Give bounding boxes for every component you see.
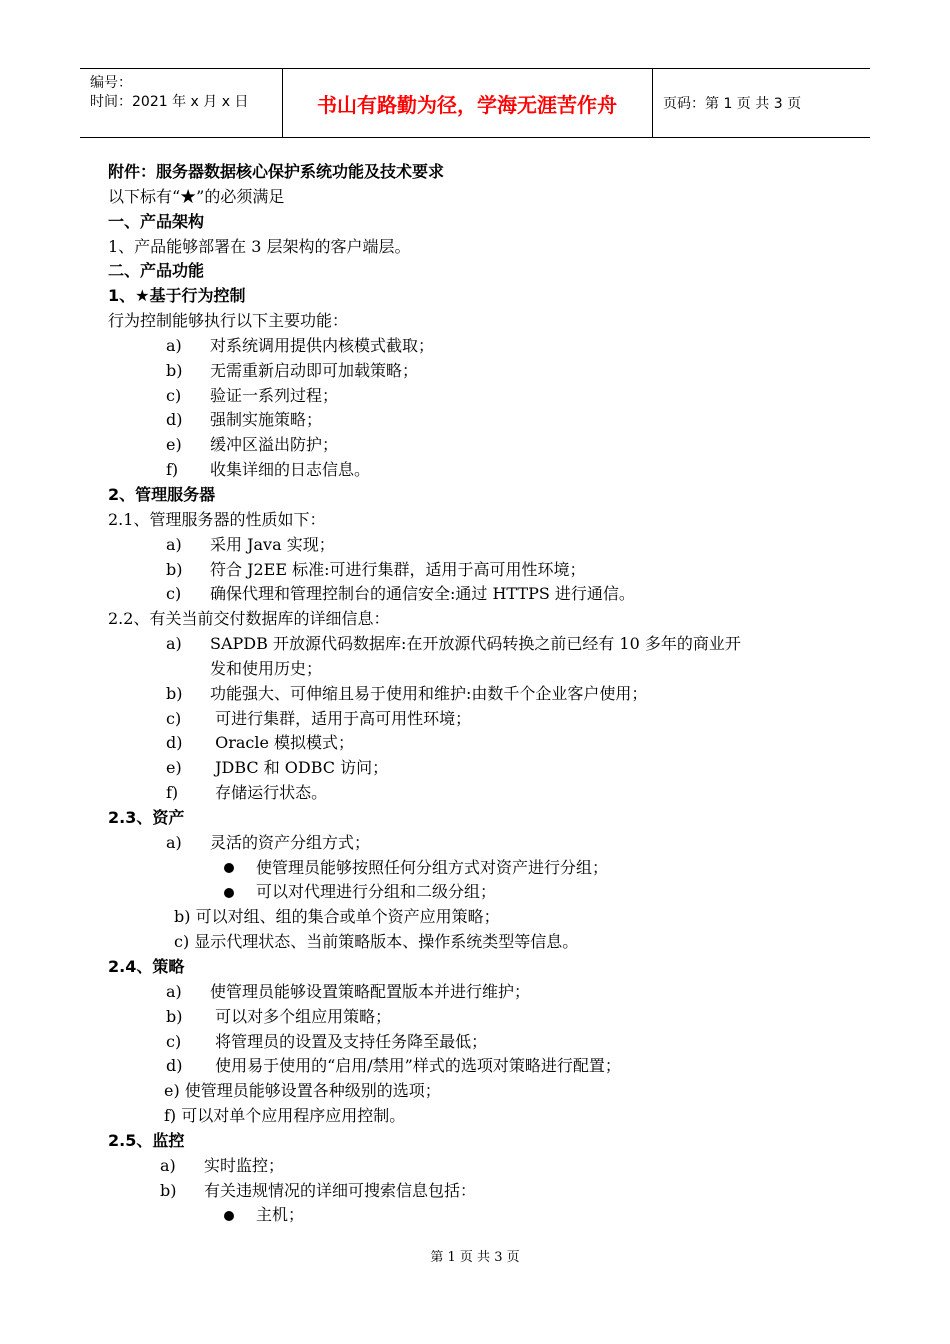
section-heading bbox=[108, 806, 848, 831]
list-marker: a) bbox=[160, 1155, 176, 1175]
list-item-text: e) 使管理员能够设置各种级别的选项； bbox=[164, 1081, 441, 1101]
list-item-text: 无需重新启动即可加载策略； bbox=[210, 360, 419, 380]
bullet-item bbox=[108, 1203, 848, 1228]
list-item-text: 有关违规情况的详细可搜索信息包括： bbox=[204, 1180, 477, 1200]
list-item bbox=[108, 408, 848, 433]
list-marker: b) bbox=[166, 1006, 183, 1026]
header-motto: 书山有路勤为径，学海无涯苦作舟 bbox=[282, 69, 653, 137]
list-item bbox=[108, 980, 848, 1005]
document-number: 编号： bbox=[90, 75, 132, 91]
list-item bbox=[108, 905, 848, 930]
list-item bbox=[108, 930, 848, 955]
bullet-text: 可以对代理进行分组和二级分组； bbox=[256, 882, 497, 902]
header-page-number: 页码：第 1 页 共 3 页 bbox=[663, 96, 802, 112]
list-item bbox=[108, 334, 848, 359]
page-header bbox=[80, 68, 870, 138]
paragraph-text: 2.1、管理服务器的性质如下： bbox=[108, 509, 326, 529]
list-item bbox=[108, 731, 848, 756]
list-item bbox=[108, 458, 848, 483]
list-marker: b) bbox=[166, 360, 183, 380]
paragraph bbox=[108, 607, 848, 632]
bullet-item bbox=[108, 856, 848, 881]
document-body bbox=[108, 160, 848, 1228]
list-item bbox=[108, 558, 848, 583]
list-marker: c) bbox=[166, 385, 182, 405]
list-item-text: 可以对多个组应用策略； bbox=[210, 1006, 392, 1026]
list-marker: a) bbox=[166, 534, 182, 554]
list-item bbox=[108, 632, 848, 657]
list-item-text: 符合 J2EE 标准:可进行集群，适用于高可用性环境； bbox=[210, 559, 586, 579]
heading-text: 2.5、监控 bbox=[108, 1130, 185, 1150]
list-item-text: f) 可以对单个应用程序应用控制。 bbox=[164, 1106, 406, 1126]
list-item-text: 强制实施策略； bbox=[210, 410, 323, 430]
list-item-text: 缓冲区溢出防护； bbox=[210, 435, 339, 455]
bullet-dot-icon bbox=[224, 888, 234, 898]
list-item-text: Oracle 模拟模式； bbox=[210, 733, 355, 753]
heading-text: 附件：服务器数据核心保护系统功能及技术要求 bbox=[108, 162, 445, 181]
paragraph bbox=[108, 508, 848, 533]
paragraph-text: 2.2、有关当前交付数据库的详细信息： bbox=[108, 609, 390, 629]
section-heading bbox=[108, 955, 848, 980]
list-item bbox=[108, 433, 848, 458]
list-marker: a) bbox=[166, 832, 182, 852]
bullet-dot-icon bbox=[224, 863, 234, 873]
list-item-text: JDBC 和 ODBC 访问； bbox=[210, 758, 389, 778]
list-marker: a) bbox=[166, 634, 182, 654]
list-item-text: 对系统调用提供内核模式截取； bbox=[210, 335, 435, 355]
list-item-text: 使管理员能够设置策略配置版本并进行维护； bbox=[210, 981, 531, 1001]
list-item-text: 功能强大、可伸缩且易于使用和维护:由数千个企业客户使用； bbox=[210, 683, 648, 703]
paragraph bbox=[108, 185, 848, 210]
list-item bbox=[108, 1079, 848, 1104]
list-item bbox=[108, 1154, 848, 1179]
list-item bbox=[108, 1030, 848, 1055]
list-marker: b) bbox=[166, 559, 183, 579]
list-item-text: 发和使用历史； bbox=[210, 658, 323, 678]
list-item bbox=[108, 1179, 848, 1204]
list-item bbox=[108, 707, 848, 732]
bullet-text: 主机； bbox=[256, 1205, 305, 1225]
heading-text: 一、产品架构 bbox=[108, 211, 205, 231]
paragraph-text: 行为控制能够执行以下主要功能： bbox=[108, 311, 349, 331]
list-item-text: 采用 Java 实现； bbox=[210, 534, 335, 554]
heading-text: 2、管理服务器 bbox=[108, 484, 216, 504]
section-heading bbox=[108, 210, 848, 235]
section-heading bbox=[108, 1129, 848, 1154]
list-item-text: 将管理员的设置及支持任务降至最低； bbox=[210, 1031, 488, 1051]
list-marker: b) bbox=[160, 1180, 177, 1200]
paragraph-text: 以下标有“★”的必须满足 bbox=[108, 186, 285, 206]
heading-text: 二、产品功能 bbox=[108, 261, 205, 281]
list-item bbox=[108, 533, 848, 558]
paragraph bbox=[108, 235, 848, 260]
section-heading bbox=[108, 483, 848, 508]
list-item bbox=[108, 582, 848, 607]
list-item-text: b) 可以对组、组的集合或单个资产应用策略； bbox=[174, 907, 500, 927]
list-item bbox=[108, 756, 848, 781]
list-item bbox=[108, 384, 848, 409]
heading-text: 2.3、资产 bbox=[108, 807, 185, 827]
list-item bbox=[108, 1104, 848, 1129]
header-info-cell bbox=[80, 69, 283, 137]
list-item bbox=[108, 682, 848, 707]
section-heading bbox=[108, 284, 848, 309]
list-item bbox=[108, 1054, 848, 1079]
list-marker: c) bbox=[166, 708, 182, 728]
paragraph-text: 1、产品能够部署在 3 层架构的客户端层。 bbox=[108, 236, 411, 256]
list-marker: f) bbox=[166, 783, 179, 803]
list-item-text: 验证一系列过程； bbox=[210, 385, 339, 405]
bullet-item bbox=[108, 880, 848, 905]
list-marker: e) bbox=[166, 758, 182, 778]
list-item bbox=[108, 359, 848, 384]
list-marker: b) bbox=[166, 683, 183, 703]
list-item-text: 可进行集群，适用于高可用性环境； bbox=[210, 708, 472, 728]
heading-text: 2.4、策略 bbox=[108, 957, 185, 976]
list-item bbox=[108, 831, 848, 856]
list-item-continuation bbox=[108, 657, 848, 682]
section-heading bbox=[108, 259, 848, 284]
document-date: 时间：2021 年 x 月 x 日 bbox=[90, 94, 249, 110]
list-marker: c) bbox=[166, 584, 182, 604]
list-item-text: 收集详细的日志信息。 bbox=[210, 460, 371, 480]
heading-text: 1、★基于行为控制 bbox=[108, 286, 246, 306]
list-item-text: SAPDB 开放源代码数据库:在开放源代码转换之前已经有 10 多年的商业开 bbox=[210, 634, 741, 654]
bullet-dot-icon bbox=[224, 1211, 234, 1221]
list-marker: a) bbox=[166, 335, 182, 355]
list-item-text: 实时监控； bbox=[204, 1155, 285, 1175]
list-marker: d) bbox=[166, 410, 183, 430]
list-marker: d) bbox=[166, 1056, 183, 1076]
list-item-text: 存储运行状态。 bbox=[210, 783, 328, 803]
paragraph bbox=[108, 309, 848, 334]
section-heading bbox=[108, 160, 848, 185]
list-item-text: 确保代理和管理控制台的通信安全:通过 HTTPS 进行通信。 bbox=[210, 584, 635, 604]
list-marker: c) bbox=[166, 1031, 182, 1051]
list-marker: e) bbox=[166, 435, 182, 455]
page-footer: 第 1 页 共 3 页 bbox=[430, 1250, 520, 1265]
list-item-text: c) 显示代理状态、当前策略版本、操作系统类型等信息。 bbox=[174, 932, 579, 952]
list-item bbox=[108, 1005, 848, 1030]
list-item-text: 使用易于使用的“启用/禁用”样式的选项对策略进行配置； bbox=[210, 1056, 621, 1076]
list-marker: a) bbox=[166, 981, 182, 1001]
list-item-text: 灵活的资产分组方式； bbox=[210, 832, 371, 852]
list-marker: d) bbox=[166, 733, 183, 753]
list-marker: f) bbox=[166, 460, 179, 480]
bullet-text: 使管理员能够按照任何分组方式对资产进行分组； bbox=[256, 857, 609, 877]
list-item bbox=[108, 781, 848, 806]
